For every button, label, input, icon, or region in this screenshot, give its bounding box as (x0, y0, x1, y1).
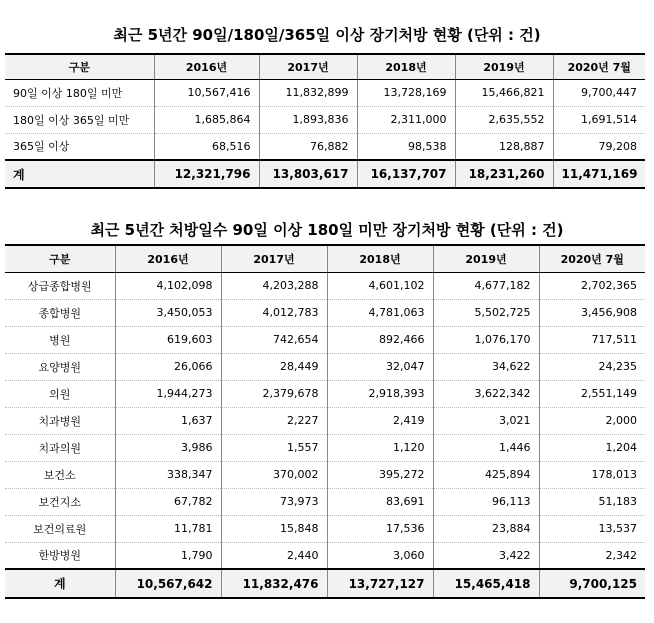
row-label: 한방병원 (5, 542, 115, 569)
column-header: 2020년 7월 (553, 54, 645, 79)
table-cell: 619,603 (115, 326, 221, 353)
table-row (5, 515, 645, 542)
table-cell: 13,803,617 (259, 160, 357, 188)
table-cell: 2,419 (327, 407, 433, 434)
row-label: 치과병원 (5, 407, 115, 434)
table-cell: 2,635,552 (455, 106, 553, 133)
table-cell: 3,450,053 (115, 299, 221, 326)
table-cell: 16,137,707 (357, 160, 455, 188)
row-label: 90일 이상 180일 미만 (5, 79, 154, 106)
table-cell: 11,781 (115, 515, 221, 542)
table-cell: 370,002 (221, 461, 327, 488)
table-cell: 67,782 (115, 488, 221, 515)
table-cell: 425,894 (433, 461, 539, 488)
table-cell: 1,076,170 (433, 326, 539, 353)
table-cell: 3,622,342 (433, 380, 539, 407)
table-cell: 1,637 (115, 407, 221, 434)
table-cell: 1,446 (433, 434, 539, 461)
table-cell: 1,685,864 (154, 106, 259, 133)
table-cell: 4,102,098 (115, 272, 221, 299)
table-cell: 178,013 (539, 461, 645, 488)
table-cell: 18,231,260 (455, 160, 553, 188)
row-label: 종합병원 (5, 299, 115, 326)
table-cell: 2,227 (221, 407, 327, 434)
table-cell: 17,536 (327, 515, 433, 542)
row-label: 365일 이상 (5, 133, 154, 160)
table-cell: 32,047 (327, 353, 433, 380)
column-header: 구분 (5, 54, 154, 79)
table-cell: 4,601,102 (327, 272, 433, 299)
table-cell: 26,066 (115, 353, 221, 380)
long-term-prescription-table (5, 53, 645, 189)
table-cell: 2,311,000 (357, 106, 455, 133)
table-row (5, 353, 645, 380)
column-header: 2017년 (221, 245, 327, 272)
table-cell: 1,204 (539, 434, 645, 461)
column-header: 2019년 (433, 245, 539, 272)
table-row (5, 542, 645, 569)
table2-title: 최근 5년간 처방일수 90일 이상 180일 미만 장기처방 현황 (단위 : 건) (90, 221, 564, 239)
table-cell: 73,973 (221, 488, 327, 515)
table-cell: 4,203,288 (221, 272, 327, 299)
table-cell: 10,567,416 (154, 79, 259, 106)
table-cell: 9,700,125 (539, 569, 645, 598)
table-cell: 338,347 (115, 461, 221, 488)
table-cell: 15,848 (221, 515, 327, 542)
table-row (5, 434, 645, 461)
row-label: 의원 (5, 380, 115, 407)
table-row (5, 299, 645, 326)
row-label: 계 (5, 569, 115, 598)
column-header: 2017년 (259, 54, 357, 79)
table-cell: 2,551,149 (539, 380, 645, 407)
table-cell: 11,832,899 (259, 79, 357, 106)
column-header: 2016년 (115, 245, 221, 272)
row-label: 180일 이상 365일 미만 (5, 106, 154, 133)
table-row (5, 407, 645, 434)
table-cell: 2,702,365 (539, 272, 645, 299)
table-cell: 1,790 (115, 542, 221, 569)
column-header: 2020년 7월 (539, 245, 645, 272)
table-cell: 4,781,063 (327, 299, 433, 326)
table-cell: 13,727,127 (327, 569, 433, 598)
table-cell: 2,000 (539, 407, 645, 434)
table-cell: 15,465,418 (433, 569, 539, 598)
table-cell: 96,113 (433, 488, 539, 515)
table-cell: 4,012,783 (221, 299, 327, 326)
table-cell: 892,466 (327, 326, 433, 353)
row-label: 병원 (5, 326, 115, 353)
table-row (5, 272, 645, 299)
table-cell: 3,986 (115, 434, 221, 461)
column-header: 2018년 (357, 54, 455, 79)
table-cell: 9,700,447 (553, 79, 645, 106)
table-cell: 13,537 (539, 515, 645, 542)
table-cell: 2,440 (221, 542, 327, 569)
table-cell: 13,728,169 (357, 79, 455, 106)
table-cell: 3,422 (433, 542, 539, 569)
table-row (5, 133, 645, 160)
table-cell: 24,235 (539, 353, 645, 380)
table-cell: 3,021 (433, 407, 539, 434)
table-cell: 28,449 (221, 353, 327, 380)
row-label: 요양병원 (5, 353, 115, 380)
table-cell: 717,511 (539, 326, 645, 353)
table-row (5, 488, 645, 515)
table-cell: 68,516 (154, 133, 259, 160)
table-row (5, 106, 645, 133)
table-cell: 10,567,642 (115, 569, 221, 598)
table-cell: 1,944,273 (115, 380, 221, 407)
table-cell: 1,557 (221, 434, 327, 461)
table1-title: 최근 5년간 90일/180일/365일 이상 장기처방 현황 (단위 : 건) (113, 26, 541, 44)
column-header: 2018년 (327, 245, 433, 272)
column-header: 2016년 (154, 54, 259, 79)
table-row (5, 380, 645, 407)
table-header-row (5, 54, 645, 79)
table-cell: 83,691 (327, 488, 433, 515)
table-cell: 2,342 (539, 542, 645, 569)
table-cell: 1,120 (327, 434, 433, 461)
table-row (5, 461, 645, 488)
table-cell: 79,208 (553, 133, 645, 160)
column-header: 구분 (5, 245, 115, 272)
table-cell: 12,321,796 (154, 160, 259, 188)
table-cell: 2,918,393 (327, 380, 433, 407)
total-row (5, 160, 645, 188)
table-cell: 395,272 (327, 461, 433, 488)
table-cell: 1,691,514 (553, 106, 645, 133)
table-cell: 4,677,182 (433, 272, 539, 299)
total-row (5, 569, 645, 598)
table-cell: 742,654 (221, 326, 327, 353)
table-cell: 128,887 (455, 133, 553, 160)
table-row (5, 326, 645, 353)
table-cell: 15,466,821 (455, 79, 553, 106)
table-cell: 3,456,908 (539, 299, 645, 326)
table-cell: 98,538 (357, 133, 455, 160)
row-label: 보건지소 (5, 488, 115, 515)
table-cell: 34,622 (433, 353, 539, 380)
institution-prescription-table (5, 244, 645, 599)
row-label: 보건소 (5, 461, 115, 488)
table-cell: 5,502,725 (433, 299, 539, 326)
table-cell: 2,379,678 (221, 380, 327, 407)
row-label: 치과의원 (5, 434, 115, 461)
row-label: 계 (5, 160, 154, 188)
table-cell: 3,060 (327, 542, 433, 569)
table-cell: 11,832,476 (221, 569, 327, 598)
table-cell: 76,882 (259, 133, 357, 160)
table-cell: 51,183 (539, 488, 645, 515)
column-header: 2019년 (455, 54, 553, 79)
table-header-row (5, 245, 645, 272)
row-label: 보건의료원 (5, 515, 115, 542)
table-row (5, 79, 645, 106)
row-label: 상급종합병원 (5, 272, 115, 299)
table-cell: 1,893,836 (259, 106, 357, 133)
table-cell: 23,884 (433, 515, 539, 542)
table-cell: 11,471,169 (553, 160, 645, 188)
